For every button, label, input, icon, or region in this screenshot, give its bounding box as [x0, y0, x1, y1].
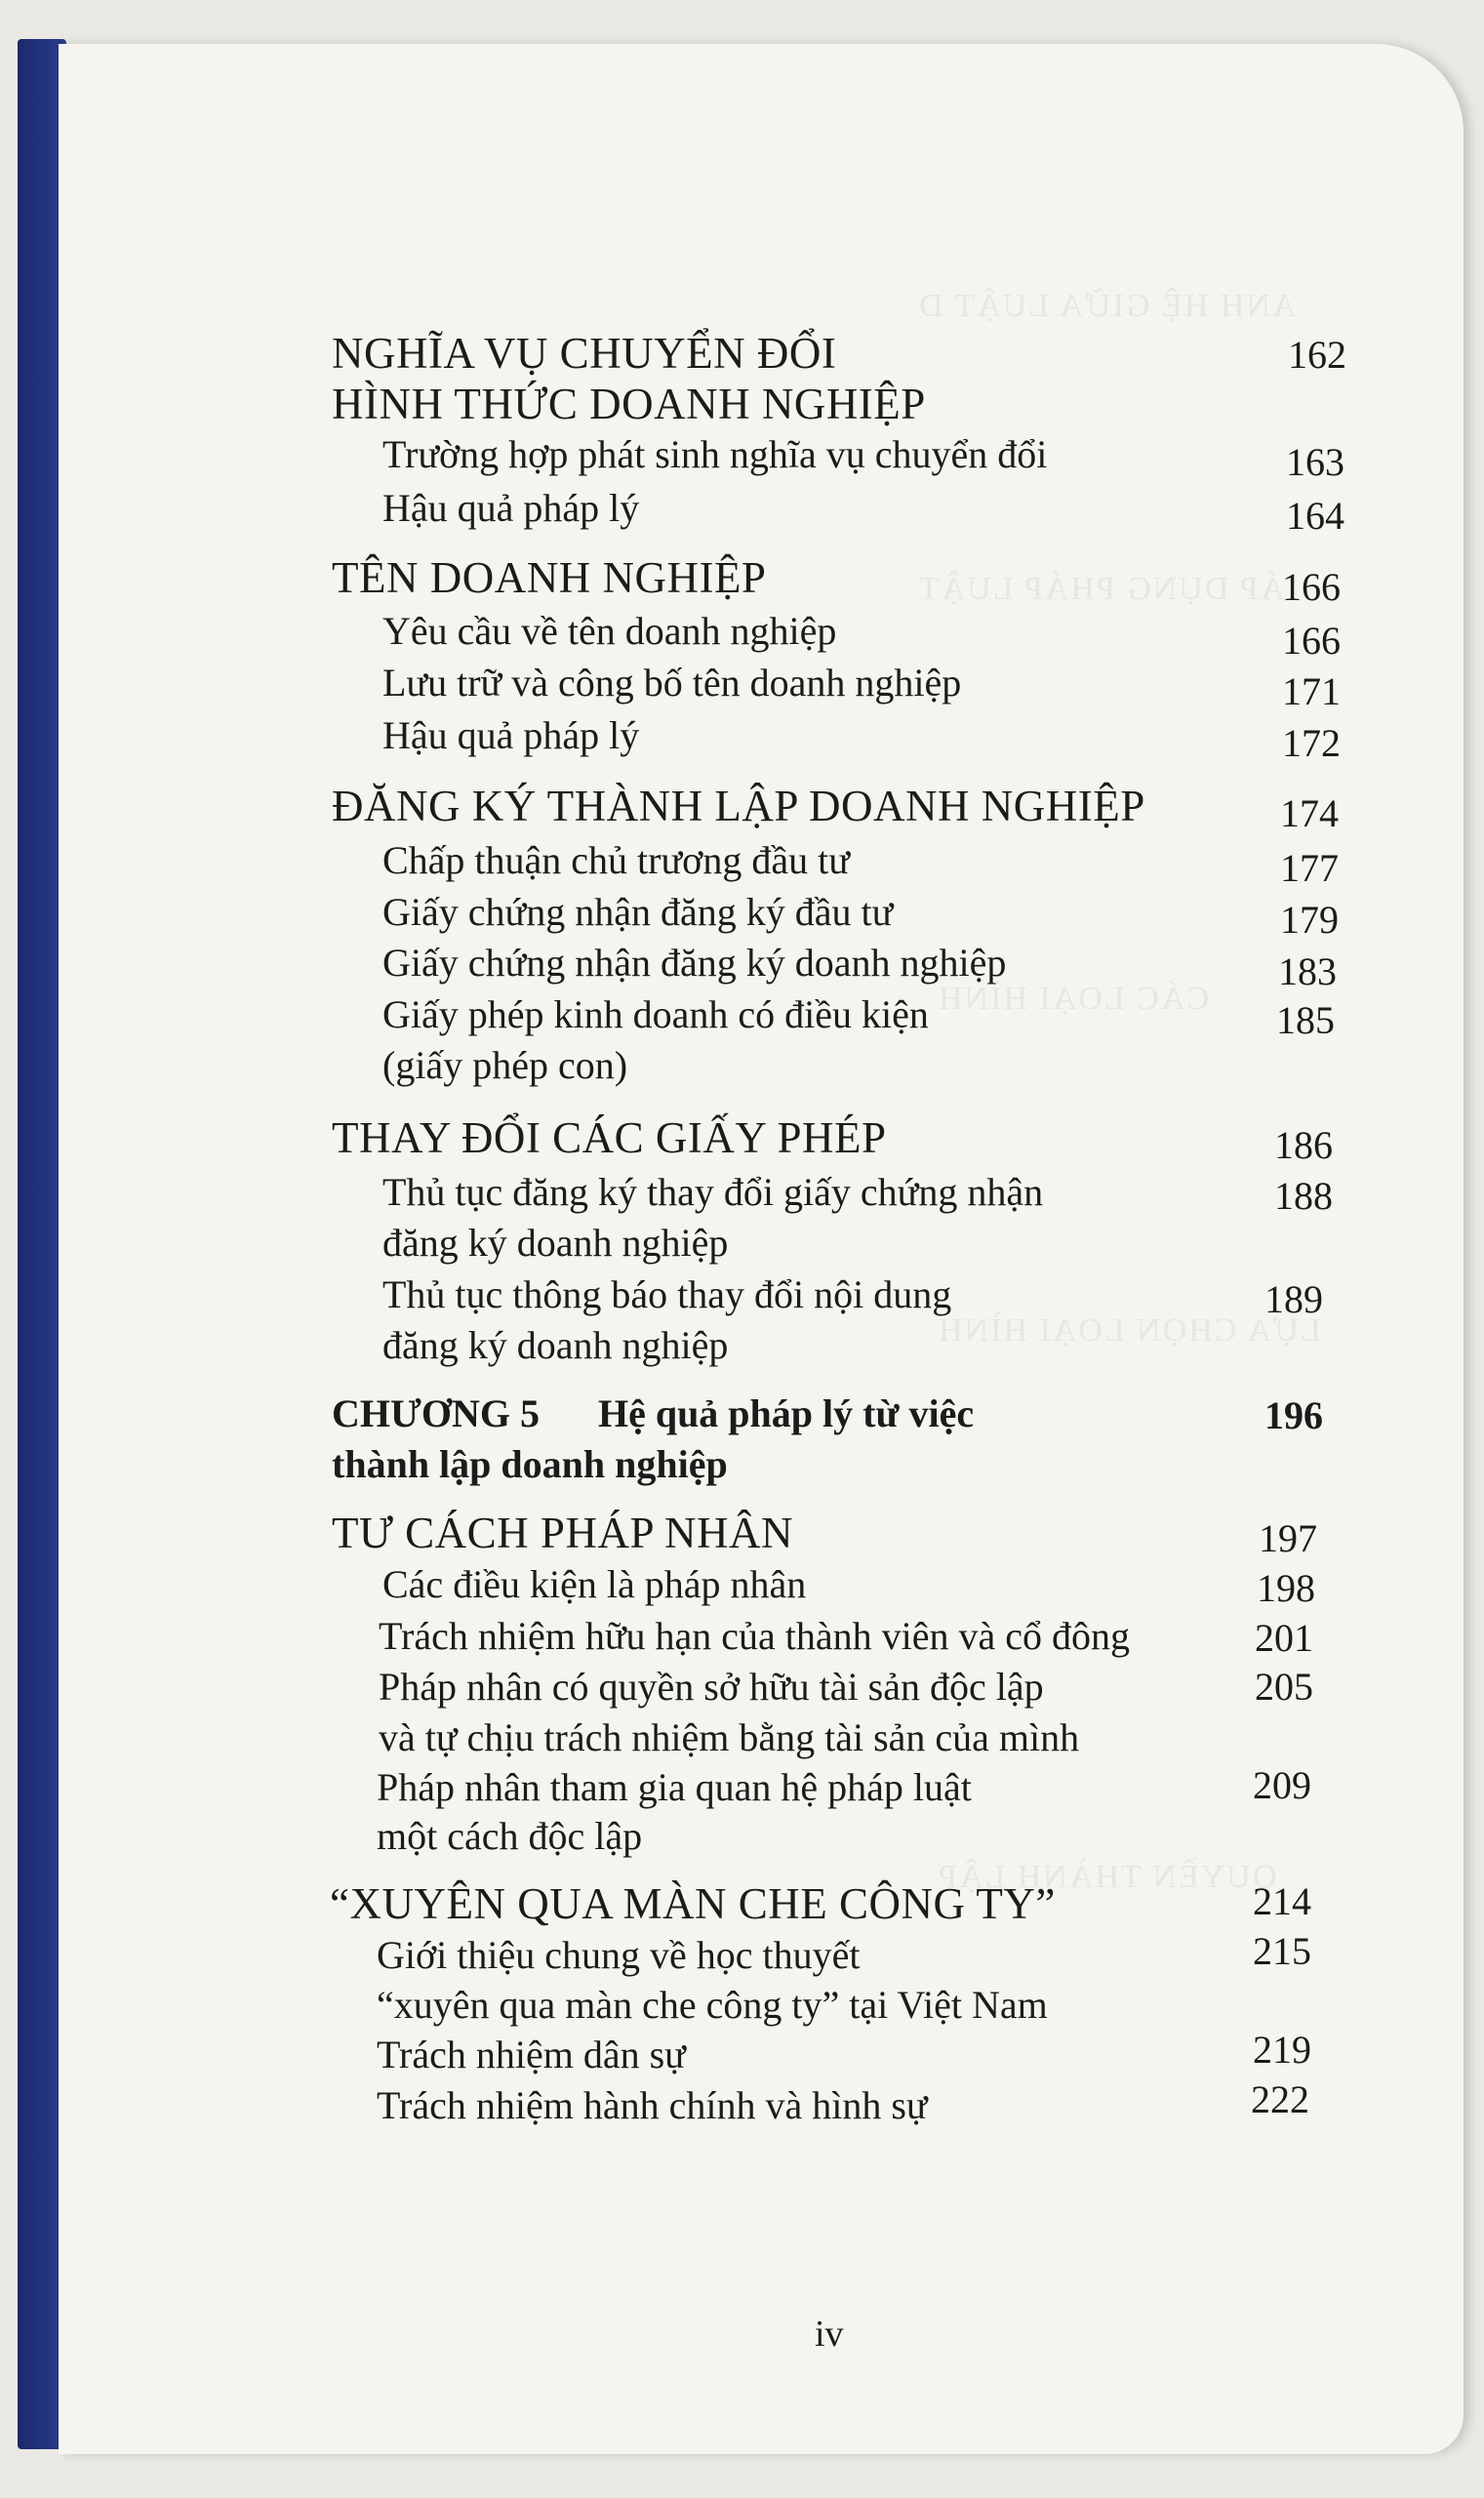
toc-subentry: đăng ký doanh nghiệp [382, 1323, 729, 1367]
toc-page-number: 222 [1251, 2077, 1309, 2121]
toc-subentry: Giấy chứng nhận đăng ký đầu tư [382, 890, 894, 934]
toc-page-number: 177 [1280, 846, 1339, 890]
toc-subentry: một cách độc lập [377, 1814, 643, 1858]
toc-subentry: Hậu quả pháp lý [382, 486, 640, 530]
toc-page-number: 196 [1264, 1393, 1323, 1437]
toc-page-number: 162 [1288, 333, 1346, 377]
toc-subentry: Giấy phép kinh doanh có điều kiện [382, 992, 929, 1036]
show-through-decoration: ÁP DỤNG PHÁP LUẬT [917, 571, 1285, 607]
toc-subentry: Trường hợp phát sinh nghĩa vụ chuyển đổi [382, 432, 1048, 476]
page-folio: iv [815, 2314, 844, 2355]
toc-subentry: “xuyên qua màn che công ty” tại Việt Nam [377, 1983, 1048, 2027]
toc-heading: THAY ĐỔI CÁC GIẤY PHÉP [332, 1113, 887, 1162]
chapter-title: thành lập doanh nghiệp [332, 1442, 728, 1486]
show-through-decoration: ANH HỆ GIỮA LUẬT D [917, 288, 1297, 324]
toc-subentry: Hậu quả pháp lý [382, 713, 640, 757]
toc-page-number: 219 [1253, 2028, 1311, 2072]
toc-subentry: và tự chịu trách nhiệm bằng tài sản của mình [379, 1715, 1080, 1759]
toc-subentry: Trách nhiệm hành chính và hình sự [377, 2083, 928, 2127]
toc-page-number: 186 [1274, 1123, 1333, 1167]
toc-page-number: 188 [1274, 1174, 1333, 1218]
toc-page-number: 197 [1259, 1516, 1317, 1560]
toc-subentry: Giới thiệu chung về học thuyết [377, 1933, 861, 1977]
toc-heading: NGHĨA VỤ CHUYỂN ĐỔI [332, 329, 837, 378]
toc-page-number: 164 [1286, 494, 1344, 538]
toc-page-number: 163 [1286, 440, 1344, 484]
toc-heading: TÊN DOANH NGHIỆP [332, 553, 767, 602]
toc-page-number: 198 [1257, 1566, 1315, 1610]
toc-subentry: Thủ tục thông báo thay đổi nội dung [382, 1272, 952, 1316]
toc-page-number: 189 [1264, 1277, 1323, 1321]
toc-subentry: (giấy phép con) [382, 1043, 628, 1087]
toc-subentry: Lưu trữ và công bố tên doanh nghiệp [382, 661, 962, 705]
toc-subentry: Trách nhiệm dân sự [377, 2033, 686, 2076]
show-through-decoration: CÁC LOẠI HÌNH [937, 981, 1210, 1017]
toc-subentry: Giấy chứng nhận đăng ký doanh nghiệp [382, 941, 1007, 985]
toc-subentry: Thủ tục đăng ký thay đổi giấy chứng nhận [382, 1170, 1044, 1214]
toc-subentry: Pháp nhân có quyền sở hữu tài sản độc lập [379, 1665, 1044, 1709]
toc-page-number: 172 [1282, 721, 1341, 765]
toc-page-number: 183 [1278, 949, 1337, 993]
toc-page-number: 171 [1282, 669, 1341, 713]
toc-page-number: 215 [1253, 1929, 1311, 1973]
toc-page-number: 185 [1276, 998, 1335, 1042]
toc-page-number: 205 [1255, 1665, 1313, 1709]
show-through-decoration: LỰA CHỌN LOẠI HÌNH [937, 1312, 1321, 1349]
toc-subentry: Pháp nhân tham gia quan hệ pháp luật [377, 1765, 972, 1809]
toc-subentry: Yêu cầu về tên doanh nghiệp [382, 609, 837, 653]
chapter-title: CHƯƠNG 5 Hệ quả pháp lý từ việc [332, 1391, 975, 1435]
toc-page-number: 209 [1253, 1763, 1311, 1807]
toc-page-number: 166 [1282, 619, 1341, 663]
toc-heading: ĐĂNG KÝ THÀNH LẬP DOANH NGHIỆP [332, 782, 1145, 830]
toc-subentry: Các điều kiện là pháp nhân [382, 1562, 807, 1606]
toc-page-number: 201 [1255, 1616, 1313, 1660]
toc-page-number: 174 [1280, 791, 1339, 835]
toc-page-number: 179 [1280, 898, 1339, 942]
toc-heading: TƯ CÁCH PHÁP NHÂN [332, 1509, 794, 1557]
toc-heading: “XUYÊN QUA MÀN CHE CÔNG TY” [330, 1879, 1056, 1928]
toc-subentry: Chấp thuận chủ trương đầu tư [382, 838, 850, 882]
toc-page-number: 214 [1253, 1879, 1311, 1923]
toc-page-number: 166 [1282, 565, 1341, 609]
show-through-decoration: QUYỀN THÀNH LẬP [937, 1859, 1277, 1895]
toc-heading: HÌNH THỨC DOANH NGHIỆP [332, 380, 926, 428]
toc-subentry: đăng ký doanh nghiệp [382, 1221, 729, 1265]
toc-subentry: Trách nhiệm hữu hạn của thành viên và cổ đông [379, 1614, 1131, 1658]
